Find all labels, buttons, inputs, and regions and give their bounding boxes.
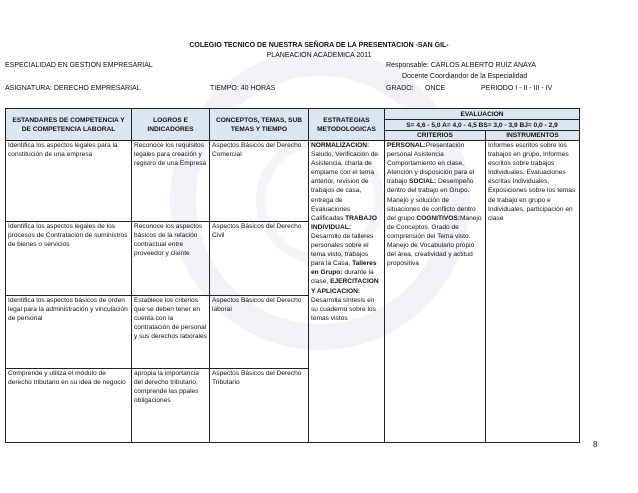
planning-table xyxy=(5,108,580,443)
header-evaluation: EVALUACION xyxy=(385,109,580,120)
responsable-label: Responsable: CARLOS ALBERTO RUIZ ANAYA xyxy=(386,62,537,69)
role-label: Docente Coordiandor de la Especialidad xyxy=(402,73,528,80)
achievement-cell: Establece los criterios que se deben tener en cuenta con la contratación de personal y sus derechos laborales xyxy=(132,296,210,369)
criteria-cognitive-text: Manejo de Conceptos, Grado de comprensión del Tema visto. Manejo de Vocabulario propio del área, creatividad y actitud propositiva xyxy=(387,214,482,268)
criteria-personal-label: PERSONAL: xyxy=(387,142,426,149)
strategy-application-text: Desarrolla síntesis en su cuaderno sobre los temas vistos xyxy=(311,296,376,322)
grade-label: GRADO: xyxy=(386,85,414,92)
header-concepts: CONCEPTOS, TEMAS, SUB TEMAS Y TIEMPO xyxy=(210,109,309,141)
header-achievements: LOGROS E INDICADORES xyxy=(132,109,210,141)
concept-cell: Aspectos Básicos del Derecho laboral xyxy=(210,296,309,369)
header-scale: S= 4,6 - 5,0 A= 4,0 - 4,5 BS= 3,0 - 3,9 BJ= 0,0 - 2,9 xyxy=(385,120,580,131)
concept-cell: Aspectos Básicos del Derecho Civil xyxy=(210,222,309,296)
criteria-social-label: SOCIAL: xyxy=(409,178,437,186)
concept-cell: Aspectos Básicos del Derecho Comercial xyxy=(210,141,309,222)
plan-title: PLANEACION ACADEMICA 2011 xyxy=(266,52,372,59)
strategy-application-label: EJERCITACION Y APLICACION: xyxy=(311,278,379,295)
table-row xyxy=(6,141,580,222)
grade-value: ONCE xyxy=(425,85,446,92)
time-label: TIEMPO: 40 HORAS xyxy=(210,85,276,92)
strategy-normalization-label: NORMALIZACION: xyxy=(311,142,370,149)
header-instruments: INSTRUMENTOS xyxy=(486,131,580,141)
standard-cell: Identifica los aspectos legales para la constitución de una empresa xyxy=(6,141,132,222)
period-label: PERIODO I - II - III - IV xyxy=(481,85,553,92)
header-criteria: CRITERIOS xyxy=(385,131,486,141)
header-standards: ESTANDARES DE COMPETENCIA Y DE COMPETENCIA LABORAL xyxy=(6,109,132,141)
standard-cell: Identifica los aspectos básicos de orden legal para la administración y vinculación de personal xyxy=(6,296,132,369)
achievement-cell: apropia la importancia del derecho tributario, comprende las ppales obligaciones xyxy=(132,369,210,443)
subject-label: ASIGNATURA: DERECHO EMPRESARIAL xyxy=(5,85,141,92)
criteria-cognitive-label: COGNITIVOS: xyxy=(416,214,460,222)
instruments-cell: Informes escritos sobre los trabajos en grupo, Informes escritos sobre trabajos Individuales, Evaluaciones escritas Individuales, Exposiciones sobre los temas de trabajo en grupo e Individuales, participación en clase xyxy=(486,141,580,443)
strategy-normalization-text: Saludo, Verificación de Asistencia, charla de emplame con el tema anterior, revision de trabajos de casa, entrega de Evaluaciones Calificadas xyxy=(311,151,379,222)
specialty-label: ESPECIALIDAD EN GESTION EMPRESARIAL xyxy=(5,62,153,69)
school-title: COLEGIO TECNICO DE NUESTRA SEÑORA DE LA PRESENTACION -SAN GIL- xyxy=(189,42,449,49)
strategy-group-text: durante la clase, xyxy=(311,269,374,286)
criteria-social-text: Desempeño dentro del trabajo en Grupo. Manejo y solución de situaciones de conflicto dentro del grupo xyxy=(387,178,476,222)
achievement-cell: Reconoce los requisitos legales para creación y registro de una Empresa xyxy=(132,141,210,222)
standard-cell: Comprende y utiliza el módulo de derecho tributario en su idea de negocio xyxy=(6,369,132,443)
strategy-individual-label: TRABAJO INDIVIDUAL: xyxy=(311,214,377,231)
criteria-cell xyxy=(385,141,486,443)
header-strategies: ESTRATEGIAS METODOLOGICAS xyxy=(309,109,385,141)
standard-cell: Identifica los aspectos legales de los procesos de Contratación de suministros de bienes o servicios xyxy=(6,222,132,296)
strategy-individual-text: Desarrollo de talleres personales sobre el tema visto, trabajos para la Casa, xyxy=(311,232,374,268)
achievement-cell: Reconoce los aspectos básicos de la relación contractual entre proveedor y cliente xyxy=(132,222,210,296)
page-number: 8 xyxy=(593,440,598,449)
concept-cell: Aspectos Básicos del Derecho Tributario xyxy=(210,369,309,443)
strategies-cell xyxy=(309,141,385,443)
strategy-group-label: Talleres en Grupo: xyxy=(311,260,377,277)
criteria-personal-text: Presentación personal Asistencia Comportamiento en clase, Atención y disposición para el trabajo xyxy=(387,142,475,186)
